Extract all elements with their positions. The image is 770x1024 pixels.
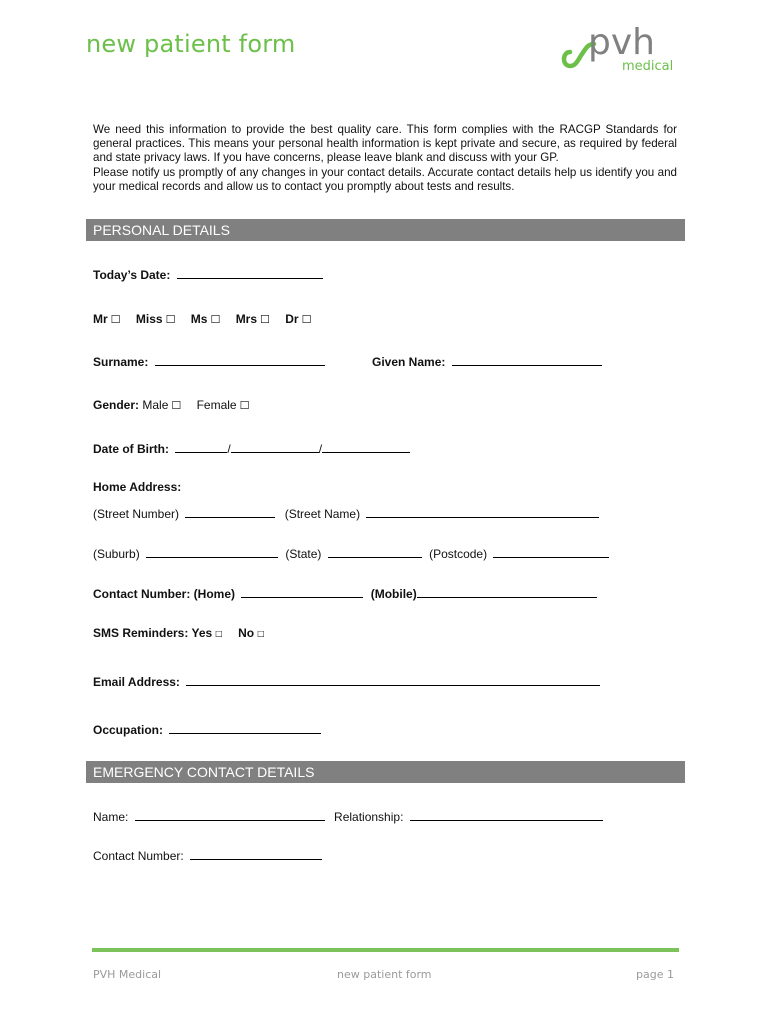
surname-field[interactable] (155, 353, 325, 366)
footer-practice-name: PVH Medical (93, 968, 162, 981)
dob-label: Date of Birth: (93, 442, 169, 456)
dob-year-field[interactable] (322, 440, 410, 453)
personal-details-heading: PERSONAL DETAILS (86, 219, 685, 241)
gender-female-label: Female (196, 398, 237, 412)
suburb-field[interactable] (146, 545, 278, 558)
footer-divider (92, 948, 679, 952)
title-options-row (93, 312, 323, 326)
emergency-contact-number-field[interactable] (190, 847, 322, 860)
footer-page-number: page 1 (636, 968, 674, 981)
title-mr-label: Mr (93, 312, 108, 326)
title-mrs-checkbox[interactable]: ☐ (260, 313, 270, 326)
todays-date-row (93, 266, 323, 282)
street-name-field[interactable] (366, 505, 599, 518)
dob-separator: / (227, 442, 231, 456)
contact-home-field[interactable] (241, 585, 363, 598)
title-mr-checkbox[interactable]: ☐ (110, 313, 121, 326)
title-miss-checkbox[interactable]: ☐ (165, 313, 176, 326)
title-miss-label: Miss (135, 312, 163, 326)
occupation-label: Occupation: (93, 723, 164, 737)
intro-text (93, 123, 677, 194)
street-number-label: (Street Number) (93, 507, 180, 521)
emergency-name-field[interactable] (135, 808, 325, 821)
gender-row (93, 398, 261, 412)
dob-separator: / (318, 442, 323, 456)
relationship-field[interactable] (410, 808, 603, 821)
contact-mobile-label: (Mobile) (370, 587, 417, 601)
intro-paragraph-contact: Please notify us promptly of any changes in your contact details. Accurate contact details help us identify you and your medical records and allow us to contact you promptly about tests and results. (93, 165, 677, 193)
occupation-row (93, 721, 321, 737)
state-field[interactable] (328, 545, 422, 558)
sms-reminders-row (93, 626, 277, 640)
given-name-field[interactable] (452, 353, 602, 366)
intro-paragraph-privacy: We need this information to provide the best quality care. This form complies with the RACGP Standards for general practices. This means your personal health information is kept private and secure, as required by federal and state privacy laws. If you have concerns, please leave blank and discuss with your GP. (93, 123, 677, 165)
logo-subtitle: medical (622, 59, 674, 74)
sms-no-checkbox[interactable]: □ (257, 629, 265, 638)
home-address-label: Home Address: (93, 480, 182, 494)
title-dr-checkbox[interactable]: ☐ (301, 313, 312, 326)
state-label: (State) (285, 547, 322, 561)
suburb-label: (Suburb) (93, 547, 140, 561)
title-ms-checkbox[interactable]: ☐ (210, 313, 221, 326)
sms-no-label: No (238, 626, 255, 640)
email-row (93, 673, 600, 689)
title-dr-label: Dr (285, 312, 299, 326)
gender-male-label: Male (142, 398, 169, 412)
pvh-medical-logo (560, 18, 690, 82)
todays-date-label: Today’s Date: (93, 268, 171, 282)
contact-mobile-field[interactable] (417, 585, 597, 598)
email-field[interactable] (186, 673, 600, 686)
contact-number-row (93, 585, 597, 601)
relationship-label: Relationship: (334, 810, 404, 824)
postcode-field[interactable] (493, 545, 609, 558)
street-row (93, 505, 599, 521)
emergency-contact-number-row (93, 847, 322, 863)
todays-date-field[interactable] (177, 266, 323, 279)
street-name-label: (Street Name) (284, 507, 361, 521)
surname-label: Surname: (93, 355, 149, 369)
dob-month-field[interactable] (231, 440, 319, 453)
sms-yes-label: SMS Reminders: Yes (93, 626, 213, 640)
postcode-label: (Postcode) (429, 547, 488, 561)
emergency-name-row (93, 808, 603, 824)
street-number-field[interactable] (185, 505, 275, 518)
email-label: Email Address: (93, 675, 180, 689)
dob-row (93, 440, 410, 456)
title-ms-label: Ms (190, 312, 208, 326)
surname-row (93, 353, 325, 369)
given-name-row (372, 353, 602, 369)
footer-document-name: new patient form (337, 968, 432, 981)
form-title: new patient form (86, 30, 296, 58)
given-name-label: Given Name: (372, 355, 446, 369)
gender-female-checkbox[interactable]: ☐ (239, 399, 250, 412)
emergency-contact-heading: EMERGENCY CONTACT DETAILS (86, 761, 685, 783)
contact-home-label: Contact Number: (Home) (93, 587, 236, 601)
occupation-field[interactable] (169, 721, 321, 734)
gender-male-checkbox[interactable]: ☐ (171, 399, 182, 412)
logo-wordmark: pvh (588, 22, 655, 63)
title-mrs-label: Mrs (235, 312, 258, 326)
emergency-name-label: Name: (93, 810, 129, 824)
sms-yes-checkbox[interactable]: □ (215, 629, 223, 638)
emergency-contact-number-label: Contact Number: (93, 849, 184, 863)
gender-label: Gender: (93, 398, 140, 412)
suburb-row (93, 545, 609, 561)
dob-day-field[interactable] (175, 440, 227, 453)
